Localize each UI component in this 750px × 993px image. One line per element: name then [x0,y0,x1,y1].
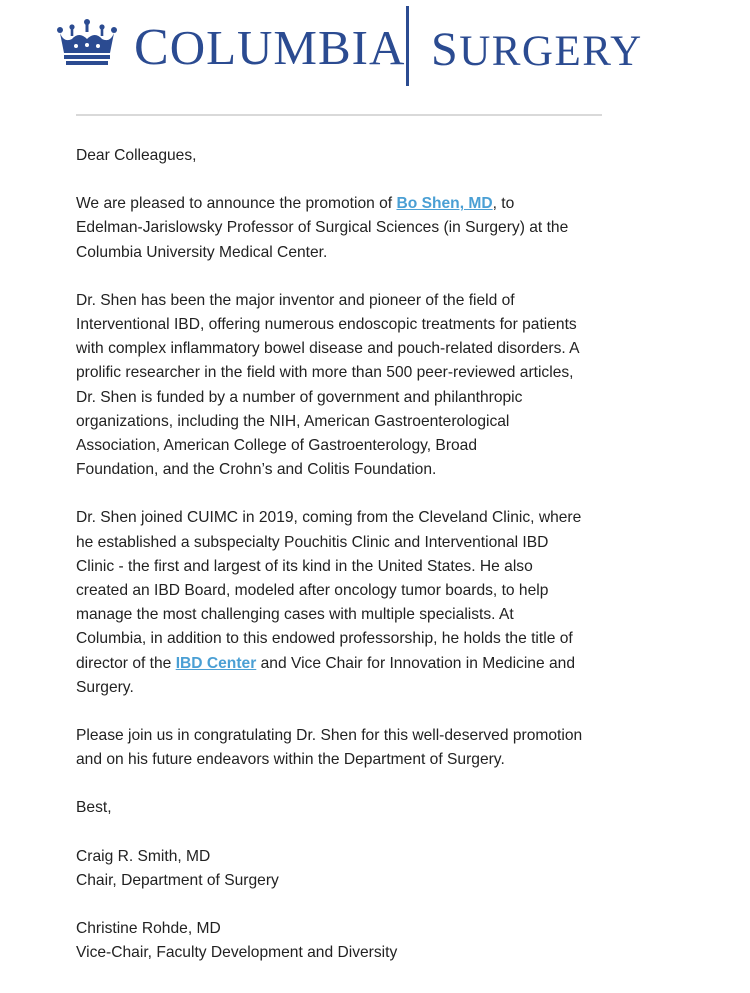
signature-chair [76,845,636,893]
signer-title: Vice-Chair, Faculty Development and Diversity [76,944,398,962]
dept-rest: URGERY [459,28,643,75]
congratulations-paragraph: Please join us in congratulating Dr. Shen for this well-deserved promotion and on his future endeavors within the Department of Surgery. [76,727,583,769]
columbia-crown-logo-icon [56,17,118,67]
signature-vice-chair [76,917,636,965]
signer-name: Craig R. Smith, MD [76,847,211,865]
ibd-center-link[interactable]: IBD Center [175,654,257,672]
signer-title: Chair, Department of Surgery [76,871,279,889]
closing: Best, [76,799,112,817]
signer-name: Christine Rohde, MD [76,920,221,938]
dept-initial: S [431,23,460,76]
letterhead [0,0,750,100]
header-rule [76,114,602,116]
career-paragraph: Dr. Shen joined CUIMC in 2019, coming from the Cleveland Clinic, where he established a subspecialty Pouchitis Clinic and Interventional IBD Clinic - the first and largest of its kind in the United States. He also created an IBD Board, modeled after oncology tumor boards, to help manage the most challenging cases with multiple specialists. At Columbia, in addition to this endowed professorship, he holds the title of director of the IBD Center and Vice Chair for Innovation in Medicine and Surgery. [76,509,582,696]
greeting: Dear Colleagues, [76,147,197,164]
header-divider [406,6,409,86]
announcement-paragraph: We are pleased to announce the promotion of Bo Shen, MD, to Edelman-Jarislowsky Professor of Surgical Sciences (in Surgery) at the Columbia University Medical Center. [76,195,569,261]
wordmark-initial: C [134,19,170,76]
wordmark-rest: OLUMBIA [169,20,406,75]
background-paragraph: Dr. Shen has been the major inventor and pioneer of the field of Interventional IBD, offering numerous endoscopic treatments for patients with complex inflammatory bowel disease and pouch-related disorders. A prolific researcher in the field with more than 500 peer-reviewed articles, Dr. Shen is funded by a number of government and philanthropic organizations, including the NIH, American Gastroenterological Association, American College of Gastroenterology, Broad Foundation, and the Crohn’s and Colitis Foundation. [76,291,580,479]
bo-shen-profile-link[interactable]: Bo Shen, MD [396,195,493,213]
surgery-wordmark [431,24,643,78]
letter-body [76,144,636,989]
columbia-wordmark [134,18,405,78]
